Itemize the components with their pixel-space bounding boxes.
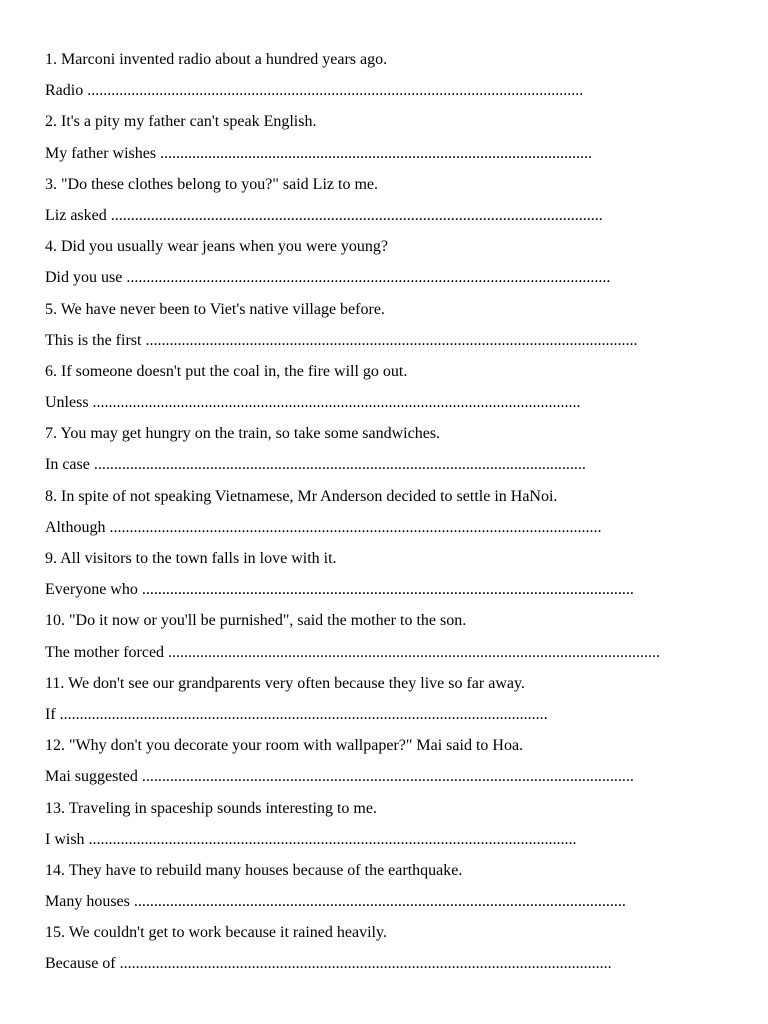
original-sentence: 11. We don't see our grandparents very often because they live so far away. (45, 674, 525, 692)
original-sentence: 2. It's a pity my father can't speak English. (45, 113, 317, 131)
exercise-item (45, 730, 768, 792)
rewrite-prompt: This is the first ........................................................................................................................... (45, 331, 638, 349)
exercise-item (45, 605, 768, 667)
exercise-item (45, 855, 768, 917)
original-sentence: 7. You may get hungry on the train, so take some sandwiches. (45, 425, 441, 443)
exercise-item (45, 231, 768, 293)
original-sentence: 6. If someone doesn't put the coal in, the fire will go out. (45, 362, 408, 380)
original-sentence: 15. We couldn't get to work because it rained heavily. (45, 924, 387, 942)
rewrite-prompt: The mother forced ........................................................................................................................... (45, 643, 661, 661)
rewrite-prompt: Everyone who ........................................................................................................................... (45, 581, 634, 599)
rewrite-prompt: If .......................................................................................................................... (45, 705, 548, 723)
exercise-item (45, 106, 768, 168)
exercise-item (45, 917, 768, 979)
rewrite-prompt: Many houses ........................................................................................................................... (45, 893, 626, 911)
original-sentence: 9. All visitors to the town falls in love with it. (45, 550, 337, 567)
rewrite-prompt: In case ........................................................................................................................... (45, 456, 586, 474)
rewrite-prompt: Did you use ......................................................................................................................... (45, 269, 611, 287)
original-sentence: 10. "Do it now or you'll be purnished", said the mother to the son. (45, 612, 467, 630)
exercise-item (45, 668, 768, 730)
rewrite-prompt: Liz asked ........................................................................................................................... (45, 206, 603, 224)
original-sentence: 14. They have to rebuild many houses because of the earthquake. (45, 861, 463, 879)
original-sentence: 5. We have never been to Viet's native village before. (45, 300, 385, 318)
rewrite-prompt: Because of ........................................................................................................................... (45, 955, 612, 973)
exercise-item (45, 356, 768, 418)
rewrite-prompt: Unless .......................................................................................................................... (45, 394, 581, 412)
rewrite-prompt: Although ........................................................................................................................... (45, 518, 602, 536)
original-sentence: 8. In spite of not speaking Vietnamese, Mr Anderson decided to settle in HaNoi. (45, 487, 558, 505)
rewrite-prompt: My father wishes ............................................................................................................ (45, 144, 593, 162)
exercise-item (45, 543, 768, 605)
sentence-transformation-list (45, 44, 768, 980)
exercise-item (45, 169, 768, 231)
exercise-item (45, 793, 768, 855)
exercise-item (45, 294, 768, 356)
original-sentence: 1. Marconi invented radio about a hundred years ago. (45, 51, 388, 68)
original-sentence: 4. Did you usually wear jeans when you were young? (45, 238, 389, 256)
exercise-item (45, 481, 768, 543)
original-sentence: 12. "Why don't you decorate your room with wallpaper?" Mai said to Hoa. (45, 737, 524, 755)
original-sentence: 13. Traveling in spaceship sounds interesting to me. (45, 799, 377, 817)
rewrite-prompt: Mai suggested ........................................................................................................................... (45, 768, 634, 786)
rewrite-prompt: I wish .......................................................................................................................... (45, 830, 577, 848)
exercise-item (45, 418, 768, 480)
original-sentence: 3. "Do these clothes belong to you?" said Liz to me. (45, 175, 378, 193)
rewrite-prompt: Radio ............................................................................................................................ (45, 82, 584, 100)
exercise-item (45, 44, 768, 106)
